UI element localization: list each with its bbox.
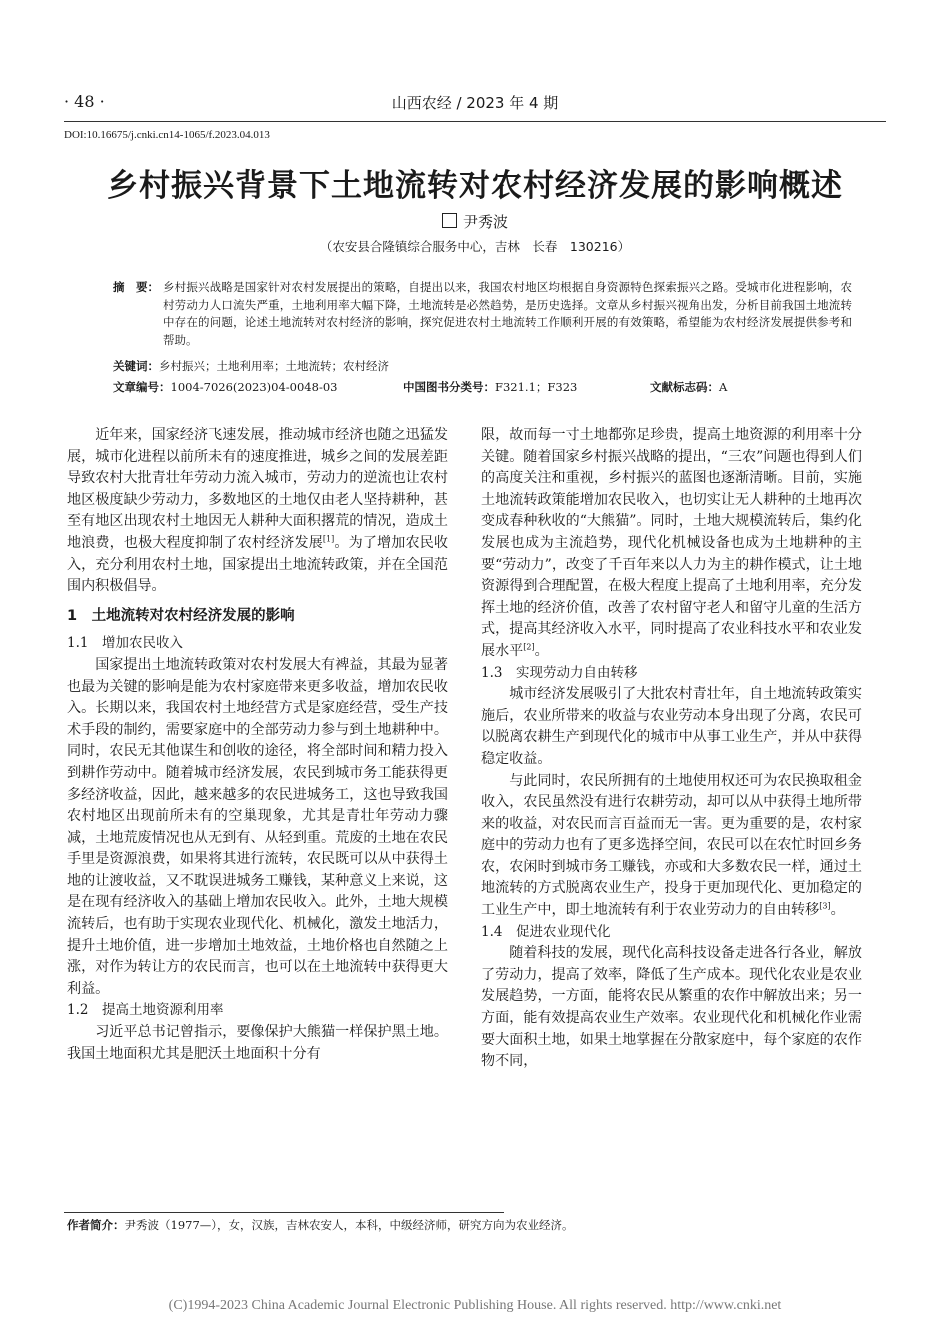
- keywords-text: 乡村振兴；土地利用率；土地流转；农村经济: [159, 359, 389, 373]
- section-1-4-paragraph: 随着科技的发展，现代化高科技设备走进各行各业，解放了劳动力，提高了效率，降低了生产成本。现代化农业是农业发展趋势，一方面，能将农民从繁重的农作中解放出来；另一方面，能有效提高农业生产效率。农业现代化和机械化作业需要大面积土地，如果土地掌握在分散家庭中，每个家庭的农作物不同，: [481, 945, 862, 1070]
- author-name: 尹秀波: [462, 213, 508, 231]
- page-number: · 48 ·: [64, 92, 105, 111]
- citation-3[interactable]: [3]: [819, 901, 831, 911]
- section-1-3-heading: 1.3 实现劳动力自由转移: [481, 664, 638, 681]
- abstract-text: 乡村振兴战略是国家针对农村发展提出的策略，自提出以来，我国农村地区均根据自身资源特色探索振兴之路。受城市化进程影响，农村劳动力人口流失严重，土地利用率大幅下降，土地流转是必然趋势，是历史选择。文章从乡村振兴视角出发，分析目前我国土地流转中存在的问题，论述土地流转对农村经济的影响，探究促进农村土地流转工作顺利开展的有效策略，希望能为农村经济发展提供参考和帮助。: [163, 280, 852, 347]
- section-1-1-heading: 1.1 增加农民收入: [67, 635, 183, 652]
- left-column: [67, 425, 448, 1065]
- journal-name: 山西农经 / 2023 年 4 期: [391, 94, 559, 112]
- section-1-4-heading: 1.4 促进农业现代化: [481, 923, 611, 940]
- doi: DOI:10.16675/j.cnki.cn14-1065/f.2023.04.013: [64, 129, 270, 141]
- right-column: [481, 425, 862, 1073]
- section-1-2-paragraph-start: 习近平总书记曾指示，要像保护大熊猫一样保护黑土地。我国土地面积尤其是肥沃土地面积十分有: [67, 1024, 448, 1062]
- footnote-rule: [64, 1212, 504, 1213]
- footnote-text: 尹秀波（1977—），女，汉族，吉林农安人，本科，中级经济师，研究方向为农业经济。: [124, 1218, 574, 1232]
- citation-1[interactable]: [1]: [322, 534, 335, 544]
- intro-paragraph: 近年来，国家经济飞速发展，推动城市经济也随之迅猛发展，城市化进程以前所未有的速度推进，城乡之间的发展差距导致农村大批青壮年劳动力流入城市，劳动力的逆流也让农村地区极度缺少劳动力，多数地区的土地仅由老人坚持耕种，甚至有地区出现农村土地因无人耕种大面积撂荒的情况，造成土地浪费，也极大程度抑制了农村经济发展[1]。为了增加农民收入，充分利用农村土地，国家提出土地流转政策，并在全国范围内积极倡导。: [67, 427, 449, 595]
- citation-2[interactable]: [2]: [523, 642, 535, 652]
- article-number: 文章编号：1004-7026(2023)04-0048-03: [113, 380, 338, 394]
- article-meta: [113, 379, 852, 395]
- abstract: [113, 279, 852, 349]
- header-rule: [64, 121, 886, 122]
- copyright-notice: (C)1994-2023 China Academic Journal Electronic Publishing House. All rights reserved. http://www.cnki.net: [168, 1298, 782, 1313]
- document-code: 文献标志码：A: [650, 380, 728, 394]
- section-1-heading: 1 土地流转对农村经济发展的影响: [67, 607, 295, 624]
- section-1-3-paragraph-1: 城市经济发展吸引了大批农村青壮年，自土地流转政策实施后，农业所带来的收益与农业劳动本身出现了分离，农民可以脱离农耕生产到现代化的城市中从事工业生产，并从中获得稳定收益。: [481, 686, 862, 767]
- footnote-label: 作者简介：: [67, 1218, 125, 1232]
- page-header: [64, 92, 886, 116]
- section-1-3-paragraph-2: 与此同时，农民所拥有的土地使用权还可为农民换取租金收入，农民虽然没有进行农耕劳动，却可以从中获得土地所带来的收益，对农民而言百益而无一害。更为重要的是，农村家庭中的劳动力也有了更多选择空间，农民可以在农忙时回乡务农，农闲时到城市务工赚钱，亦或和大多数农民一样，通过土地流转的方式脱离农业生产，投身于更加现代化、更加稳定的工业生产中，即土地流转有利于农业劳动力的自由转移[3]。: [481, 772, 862, 919]
- keywords-label: 关键词：: [113, 359, 159, 373]
- affiliation: （农安县合隆镇综合服务中心，吉林 长春 130216）: [319, 239, 631, 254]
- author-line: [0, 211, 950, 232]
- author-footnote: [67, 1217, 890, 1233]
- article-title: 乡村振兴背景下土地流转对农村经济发展的影响概述: [107, 168, 843, 204]
- abstract-label: 摘 要：: [113, 280, 159, 294]
- section-1-2-paragraph-cont: 限，故而每一寸土地都弥足珍贵，提高土地资源的利用率十分关键。随着国家乡村振兴战略的提出，“三农”问题也得到人们的高度关注和重视，乡村振兴的蓝图也逐渐清晰。目前，实施土地流转政策能增加农民收入，也切实让无人耕种的土地再次变成春种秋收的“大熊猫”。同时，土地大规模流转后，集约化发展也成为主流趋势，现代化机械设备也成为土地耕种的主要“劳动力”，改变了千百年来以人力为主的耕作模式，让土地资源得到合理配置，在极大程度上提高了土地利用率，充分发挥土地的经济价值，改善了农村留守老人和留守儿童的生活方式，提高其经济收入水平，同时提高了农业科技水平和农业发展水平[2]。: [481, 427, 862, 659]
- keywords: [113, 358, 852, 374]
- clc-number: 中国图书分类号：F321.1；F323: [403, 380, 578, 394]
- section-1-1-paragraph: 国家提出土地流转政策对农村发展大有裨益，其最为显著也最为关键的影响是能为农村家庭带来更多收益，增加农民收入。长期以来，我国农村土地经营方式是家庭经营，受生产技术手段的制约，需要家庭中的全部劳动力参与到土地耕种中。同时，农民无其他谋生和创收的途径，将全部时间和精力投入到耕作劳动中。随着城市经济发展，农民到城市务工能获得更多经济收益，因此，越来越多的农民进城务工，这也导致我国农村地区出现前所未有的空巢现象，尤其是青壮年劳动力骤减，土地荒废情况也从无到有、从轻到重。荒废的土地在农民手里是资源浪费，如果将其进行流转，农民既可以从中获得土地的让渡收益，又不耽误进城务工赚钱，某种意义上来说，这是在现有经济收入的基础上增加农民收入。此外，土地大规模流转后，也有助于实现农业现代化、机械化，激发土地活力，提升土地价值，进一步增加土地效益，土地价格也自然随之上涨，对作为转让方的农民而言，也可以在土地流转中获得更大利益。: [67, 656, 448, 997]
- author-box-icon: [442, 213, 457, 228]
- section-1-2-heading: 1.2 提高土地资源利用率: [67, 1002, 224, 1019]
